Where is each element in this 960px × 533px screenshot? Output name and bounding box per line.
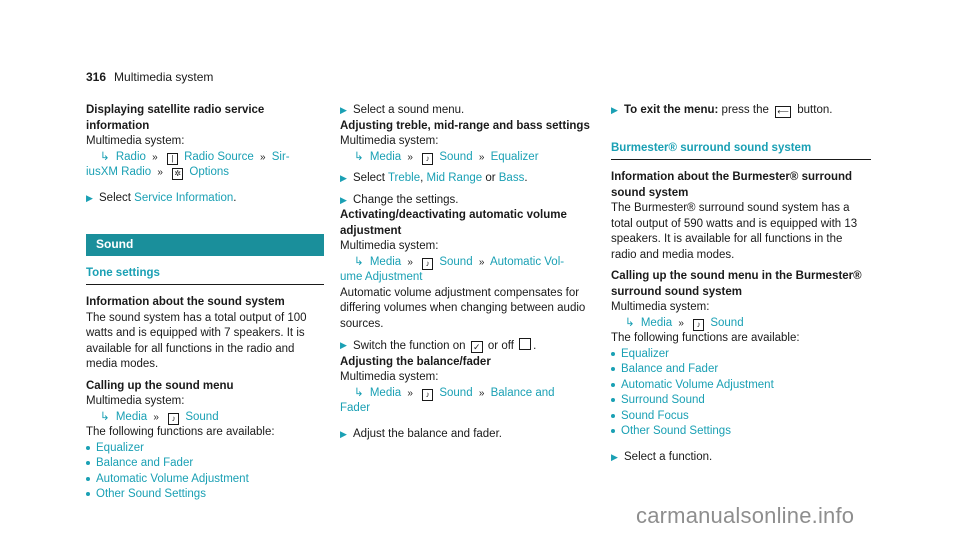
path-arrow-icon: ↳ bbox=[100, 150, 110, 163]
subtitle-burmester: Burmester® surround sound system bbox=[611, 141, 871, 161]
double-chevron-icon: » bbox=[157, 167, 163, 178]
action-select-service: ▶ Select Service Information. bbox=[86, 191, 324, 207]
nav-path-eq bbox=[340, 150, 590, 166]
path-equalizer[interactable]: Equalizer bbox=[490, 150, 539, 163]
double-chevron-icon: » bbox=[678, 317, 684, 329]
function-item[interactable]: Other Sound Settings bbox=[86, 487, 324, 503]
path-radio[interactable]: Radio bbox=[115, 150, 146, 163]
path-sound[interactable]: Sound bbox=[185, 410, 219, 423]
double-chevron-icon: » bbox=[259, 151, 266, 163]
options-gear-icon: ✲ bbox=[172, 168, 183, 180]
music-note-icon: ♪ bbox=[422, 153, 433, 165]
path-media[interactable]: Media bbox=[115, 410, 148, 423]
double-chevron-icon: » bbox=[407, 151, 413, 163]
column-3 bbox=[611, 103, 871, 465]
action-switch: ▶ Switch the function on ✓ or off . bbox=[340, 338, 590, 355]
satellite-heading: Displaying satellite radio service information bbox=[86, 104, 265, 132]
column-2 bbox=[340, 103, 590, 442]
balance-heading: Adjusting the balance/fader bbox=[340, 355, 491, 368]
music-note-icon: ♪ bbox=[422, 258, 433, 270]
ms-label-2: Multimedia system: bbox=[86, 395, 185, 407]
nav-path bbox=[86, 150, 324, 166]
bass-link[interactable]: Bass bbox=[498, 172, 525, 184]
nav-path-burmester bbox=[611, 316, 871, 332]
burmester-info-text: The Burmester® surround sound system has a total output of 590 watts and is equipped with 13 speakers. It is available for all functions in the radio and media modes. bbox=[611, 202, 858, 261]
path-sound[interactable]: Sound bbox=[710, 316, 744, 329]
function-item[interactable]: Surround Sound bbox=[611, 393, 871, 409]
function-item[interactable]: Equalizer bbox=[86, 441, 324, 457]
ms-label-2: Multimedia system: bbox=[340, 240, 439, 252]
music-note-icon: ♪ bbox=[422, 389, 433, 401]
double-chevron-icon: » bbox=[478, 151, 485, 163]
service-info-link[interactable]: Service Information bbox=[134, 191, 234, 204]
music-note-icon: ♪ bbox=[693, 319, 704, 331]
path-balance-2[interactable]: Fader bbox=[340, 402, 371, 414]
nav-path-balance bbox=[340, 386, 590, 402]
double-chevron-icon: » bbox=[407, 387, 413, 399]
checkbox-checked-icon: ✓ bbox=[471, 341, 483, 353]
music-note-icon: ♪ bbox=[168, 413, 179, 425]
path-arrow-icon: ↳ bbox=[100, 410, 110, 423]
action-select-band: ▶ Select Treble, Mid Range or Bass. bbox=[340, 171, 590, 187]
back-arrow-icon: ⟵ bbox=[775, 106, 791, 118]
nav-path-cont bbox=[86, 165, 324, 181]
double-chevron-icon: » bbox=[407, 256, 413, 268]
checkbox-unchecked-icon bbox=[519, 338, 531, 350]
double-chevron-icon: » bbox=[153, 411, 159, 423]
path-arrow-icon: ↳ bbox=[354, 255, 364, 268]
function-item[interactable]: Other Sound Settings bbox=[611, 424, 871, 440]
action-select-menu: ▶ Select a sound menu. bbox=[340, 103, 590, 119]
path-siriusxm-1[interactable]: Sir- bbox=[271, 150, 290, 163]
functions-intro: The following functions are available: bbox=[611, 332, 800, 344]
path-sound[interactable]: Sound bbox=[439, 386, 473, 399]
subtitle-tone: Tone settings bbox=[86, 266, 324, 286]
path-sound[interactable]: Sound bbox=[439, 255, 473, 268]
info-heading: Information about the sound system bbox=[86, 296, 285, 308]
column-1 bbox=[86, 103, 324, 503]
watermark: carmanualsonline.info bbox=[636, 503, 855, 528]
path-sound[interactable]: Sound bbox=[439, 150, 473, 163]
ms-label: Multimedia system: bbox=[86, 135, 185, 147]
mid-range-link[interactable]: Mid Range bbox=[426, 172, 483, 184]
path-arrow-icon: ↳ bbox=[354, 150, 364, 163]
path-balance-1[interactable]: Balance and bbox=[490, 386, 555, 399]
page-number: 316 bbox=[86, 70, 107, 84]
action-change-settings: ▶ Change the settings. bbox=[340, 193, 590, 209]
action-adjust-balance: ▶ Adjust the balance and fader. bbox=[340, 427, 590, 443]
path-options[interactable]: Options bbox=[189, 166, 230, 178]
page-header bbox=[86, 70, 213, 84]
section-sound: Sound bbox=[86, 234, 324, 256]
path-siriusxm-2[interactable]: iusXM Radio bbox=[86, 166, 152, 178]
auto-volume-heading: Activating/deactivating automatic volume adjustment bbox=[340, 209, 567, 237]
nav-path-2 bbox=[86, 410, 324, 426]
path-arrow-icon: ↳ bbox=[625, 316, 635, 329]
path-auto-vol-1[interactable]: Automatic Vol- bbox=[489, 255, 565, 268]
function-item[interactable]: Automatic Volume Adjustment bbox=[611, 378, 871, 394]
ms-label-3: Multimedia system: bbox=[340, 371, 439, 383]
path-media[interactable]: Media bbox=[369, 255, 402, 268]
adjust-heading: Adjusting treble, mid-range and bass settings bbox=[340, 119, 590, 132]
functions-intro: The following functions are available: bbox=[86, 426, 275, 438]
function-item[interactable]: Balance and Fader bbox=[86, 456, 324, 472]
radio-source-icon: | bbox=[167, 153, 178, 165]
double-chevron-icon: » bbox=[478, 387, 485, 399]
double-chevron-icon: » bbox=[152, 151, 158, 163]
info-text: The sound system has a total output of 100 watts and is equipped with 7 speakers. It is available for all functions in the radio and media modes. bbox=[86, 311, 307, 370]
double-chevron-icon: » bbox=[478, 256, 485, 268]
page-title: Multimedia system bbox=[114, 70, 214, 84]
call-heading: Calling up the sound menu bbox=[86, 379, 234, 392]
function-item[interactable]: Automatic Volume Adjustment bbox=[86, 472, 324, 488]
path-media[interactable]: Media bbox=[369, 386, 402, 399]
action-select-function: ▶ Select a function. bbox=[611, 450, 871, 466]
path-arrow-icon: ↳ bbox=[354, 386, 364, 399]
auto-volume-text: Automatic volume adjustment compensates for differing volumes when changing between audio sources. bbox=[340, 286, 586, 330]
function-item[interactable]: Balance and Fader bbox=[611, 362, 871, 378]
path-media[interactable]: Media bbox=[369, 150, 402, 163]
function-item[interactable]: Sound Focus bbox=[611, 409, 871, 425]
ms-label: Multimedia system: bbox=[611, 301, 710, 313]
burmester-info-heading: Information about the Burmester® surround sound system bbox=[611, 171, 853, 199]
burmester-call-heading: Calling up the sound menu in the Burmester® surround sound system bbox=[611, 270, 862, 298]
path-media[interactable]: Media bbox=[640, 316, 673, 329]
function-item[interactable]: Equalizer bbox=[611, 347, 871, 363]
path-radio-source[interactable]: Radio Source bbox=[184, 150, 254, 163]
path-auto-vol-2[interactable]: ume Adjustment bbox=[340, 271, 423, 283]
treble-link[interactable]: Treble bbox=[387, 172, 421, 184]
nav-path-auto bbox=[340, 255, 590, 271]
ms-label: Multimedia system: bbox=[340, 135, 439, 147]
action-exit-menu: ▶ To exit the menu: press the ⟵ button. bbox=[611, 103, 871, 119]
